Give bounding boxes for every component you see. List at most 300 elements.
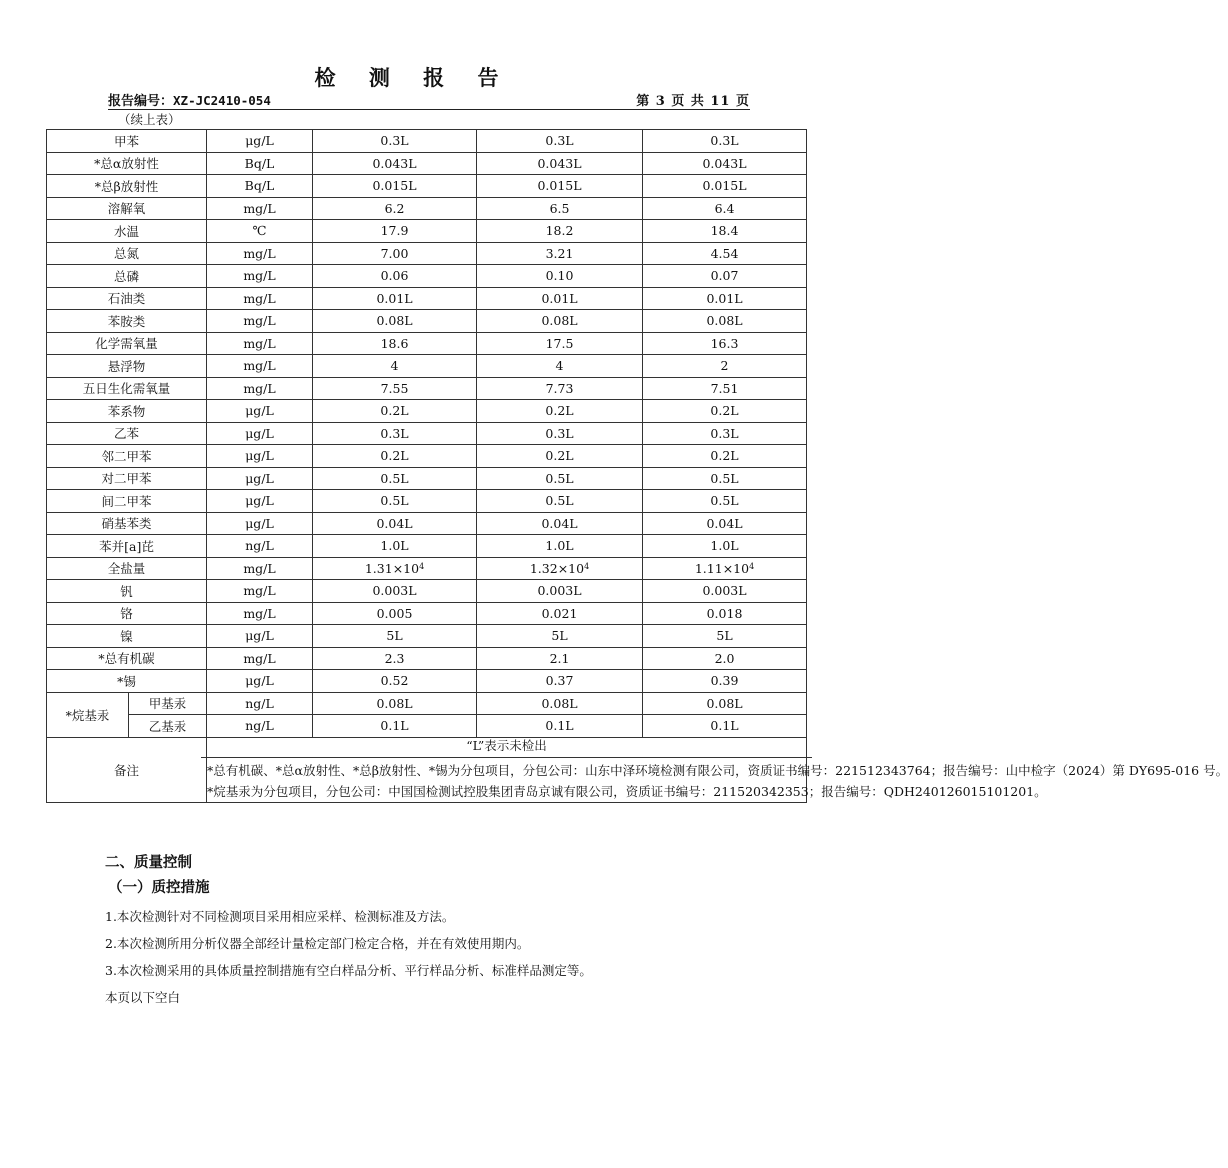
- value-cell-text: 0.04L: [706, 515, 743, 531]
- results-table-body: [47, 130, 1228, 803]
- value-cell-text: 5L: [716, 628, 733, 644]
- value-cell-text: 0.01L: [541, 290, 578, 306]
- value-cell: [643, 242, 807, 265]
- value-cell-text: 0.021: [541, 605, 578, 621]
- item-name-cell-text: 五日生化需氧量: [82, 381, 171, 397]
- value-cell: [643, 625, 807, 648]
- value-cell-text: 0.06: [380, 268, 409, 284]
- value-cell: [477, 175, 643, 198]
- value-cell-text: 0.003L: [372, 583, 417, 599]
- table-row: [47, 332, 807, 355]
- value-cell: [643, 377, 807, 400]
- value-cell: [313, 625, 477, 648]
- item-name-cell: [47, 512, 207, 535]
- value-cell: [477, 400, 643, 423]
- unit-cell: [207, 220, 313, 243]
- value-cell: [643, 670, 807, 693]
- item-name-cell: [47, 602, 207, 625]
- value-cell: [477, 670, 643, 693]
- value-cell-text: 0.018: [706, 605, 743, 621]
- continued-label: （续上表）: [118, 112, 181, 127]
- value-cell: [477, 602, 643, 625]
- value-cell: [643, 197, 807, 220]
- value-cell-text: 1.32×10: [529, 560, 585, 576]
- item-name-cell-text: 全盐量: [107, 561, 146, 577]
- table-row: [47, 445, 807, 468]
- value-cell: [643, 512, 807, 535]
- value-cell: [313, 557, 477, 580]
- value-cell-text: 0.005: [376, 605, 413, 621]
- value-cell-text: 0.2L: [710, 448, 739, 464]
- value-cell-text: 0.3L: [380, 425, 409, 441]
- value-cell-text: 1.31×10: [364, 560, 420, 576]
- unit-cell-text: mg/L: [243, 650, 276, 666]
- item-name-cell: [47, 625, 207, 648]
- value-cell-text: 0.3L: [710, 425, 739, 441]
- unit-cell-text: mg/L: [243, 290, 276, 306]
- value-cell: [313, 602, 477, 625]
- item-name-cell: [47, 287, 207, 310]
- value-cell: [313, 242, 477, 265]
- value-cell: [313, 220, 477, 243]
- value-cell: [643, 647, 807, 670]
- value-cell: [477, 535, 643, 558]
- value-cell-text: 0.5L: [545, 470, 574, 486]
- unit-cell: [207, 557, 313, 580]
- value-cell-text: 0.5L: [710, 493, 739, 509]
- item-name-cell: [47, 490, 207, 513]
- value-cell-text: 0.5L: [380, 493, 409, 509]
- value-cell-text: 18.6: [380, 335, 409, 351]
- value-cell-text: 0.043L: [537, 155, 582, 171]
- value-cell: [477, 625, 643, 648]
- value-cell-text: 7.55: [380, 380, 409, 396]
- value-cell-text: 1.0L: [545, 538, 574, 554]
- value-cell-text: 0.3L: [545, 133, 574, 149]
- unit-cell: [207, 400, 313, 423]
- table-row: [47, 670, 807, 693]
- item-name-cell-text: 间二甲苯: [101, 493, 152, 509]
- item-name-cell-text: 铬: [120, 606, 133, 622]
- value-cell-text: 17.9: [380, 223, 409, 239]
- table-row: [47, 355, 807, 378]
- unit-cell: [207, 512, 313, 535]
- value-cell: [643, 400, 807, 423]
- value-cell-text: 0.08L: [541, 313, 578, 329]
- value-cell-text: 2: [720, 358, 729, 374]
- value-cell: [643, 332, 807, 355]
- value-cell-text: 0.3L: [545, 425, 574, 441]
- table-row: [47, 602, 807, 625]
- value-cell-text: 0.01L: [376, 290, 413, 306]
- value-cell-text: 1.0L: [380, 538, 409, 554]
- value-cell: [643, 152, 807, 175]
- item-name-cell-text: *锡: [117, 673, 136, 689]
- unit-cell: [207, 445, 313, 468]
- item-name-cell: [47, 152, 207, 175]
- sub-item-name-cell: 甲基汞: [129, 692, 207, 715]
- value-cell: [477, 467, 643, 490]
- value-cell: [643, 310, 807, 333]
- item-name-cell: [47, 197, 207, 220]
- subsection-title-measures: （一）质控措施: [108, 880, 210, 896]
- value-cell-text: 0.01L: [706, 290, 743, 306]
- value-cell-text: 0.2L: [380, 448, 409, 464]
- table-row: [47, 220, 807, 243]
- item-name-cell-text: 苯并[a]芘: [99, 538, 154, 554]
- unit-cell: [207, 647, 313, 670]
- value-cell: [477, 310, 643, 333]
- table-row: [47, 265, 807, 288]
- item-name-cell-text: 悬浮物: [107, 358, 146, 374]
- item-name-cell-text: *总β放射性: [94, 178, 159, 194]
- unit-cell: [207, 265, 313, 288]
- value-cell: [477, 242, 643, 265]
- item-name-cell: [47, 400, 207, 423]
- value-cell-text: 18.2: [545, 223, 574, 239]
- table-row: [47, 242, 807, 265]
- item-name-cell-text: *总有机碳: [98, 651, 155, 667]
- table-row: [47, 400, 807, 423]
- value-cell: [477, 130, 643, 153]
- item-name-cell: [47, 467, 207, 490]
- unit-cell: [207, 152, 313, 175]
- value-cell: 0.1L: [477, 715, 643, 738]
- value-cell-text: 0.5L: [545, 493, 574, 509]
- item-name-cell-text: 钒: [120, 583, 133, 599]
- value-cell-text: 2.3: [384, 650, 405, 666]
- value-cell: [477, 647, 643, 670]
- value-cell: [313, 175, 477, 198]
- value-cell: [643, 130, 807, 153]
- unit-cell-text: Bq/L: [244, 178, 275, 194]
- value-cell: [477, 557, 643, 580]
- table-row: [47, 152, 807, 175]
- quality-item-3: 3.本次检测采用的具体质量控制措施有空白样品分析、平行样品分析、标准样品测定等。: [105, 963, 592, 978]
- value-cell: [643, 602, 807, 625]
- item-name-cell: [47, 332, 207, 355]
- remarks-row: [47, 737, 807, 802]
- value-cell: [643, 355, 807, 378]
- item-name-cell-text: 水温: [114, 223, 140, 239]
- unit-cell: [207, 377, 313, 400]
- value-cell-text: 0.04L: [376, 515, 413, 531]
- value-cell-text: 0.08L: [706, 313, 743, 329]
- unit-cell-text: ng/L: [245, 538, 274, 554]
- value-cell: [313, 400, 477, 423]
- value-cell-text: 0.3L: [710, 133, 739, 149]
- report-number: [108, 90, 271, 109]
- value-cell-text: 17.5: [545, 335, 574, 351]
- item-name-cell-text: 总磷: [114, 268, 140, 284]
- quality-item-2: 2.本次检测所用分析仪器全部经计量检定部门检定合格，并在有效使用期内。: [105, 936, 530, 951]
- unit-cell: [207, 580, 313, 603]
- value-cell: [477, 512, 643, 535]
- table-row: [47, 557, 807, 580]
- unit-cell-text: mg/L: [243, 605, 276, 621]
- unit-cell: [207, 310, 313, 333]
- unit-cell-text: μg/L: [245, 448, 274, 464]
- remarks-line-1: *总有机碳、*总α放射性、*总β放射性、*锡为分包项目，分包公司：山东中泽环境检测有限公司，资质证书编号：221512343764；报告编号：山中检字（2024）第 DY695-016 号。: [207, 762, 1228, 778]
- exponent: 4: [584, 561, 590, 571]
- value-cell: [313, 265, 477, 288]
- value-cell-text: 2.1: [549, 650, 570, 666]
- value-cell-text: 0.10: [545, 268, 574, 284]
- table-row: [47, 512, 807, 535]
- table-row: [47, 310, 807, 333]
- unit-cell: [207, 422, 313, 445]
- unit-cell-text: μg/L: [245, 403, 274, 419]
- unit-cell: ng/L: [207, 692, 313, 715]
- unit-cell-text: μg/L: [245, 673, 274, 689]
- unit-cell: [207, 467, 313, 490]
- value-cell-text: 4: [555, 358, 564, 374]
- table-row: [47, 377, 807, 400]
- item-name-cell: [47, 377, 207, 400]
- table-row: [47, 422, 807, 445]
- unit-cell: [207, 130, 313, 153]
- value-cell-text: 0.3L: [380, 133, 409, 149]
- value-cell-text: 5L: [386, 628, 403, 644]
- value-cell-text: 0.2L: [710, 403, 739, 419]
- unit-cell-text: mg/L: [243, 268, 276, 284]
- value-cell-text: 0.04L: [541, 515, 578, 531]
- value-cell: [643, 535, 807, 558]
- value-cell: [477, 355, 643, 378]
- value-cell: [313, 197, 477, 220]
- value-cell: [643, 467, 807, 490]
- unit-cell: [207, 602, 313, 625]
- value-cell: [643, 287, 807, 310]
- item-name-cell: [47, 445, 207, 468]
- value-cell: [477, 422, 643, 445]
- value-cell: [643, 265, 807, 288]
- report-title: 检 测 报 告: [314, 66, 512, 90]
- item-name-cell: [47, 310, 207, 333]
- value-cell: [313, 490, 477, 513]
- value-cell: [313, 535, 477, 558]
- unit-cell-text: mg/L: [243, 358, 276, 374]
- value-cell: [477, 490, 643, 513]
- item-name-cell-text: 邻二甲苯: [101, 448, 152, 464]
- remarks-line-2: *烷基汞为分包项目，分包公司：中国国检测试控股集团青岛京诚有限公司，资质证书编号：211520342353；报告编号：QDH240126015101201。: [207, 783, 1047, 799]
- value-cell-text: 0.37: [545, 673, 574, 689]
- remarks-content: [207, 737, 1228, 802]
- value-cell: [313, 152, 477, 175]
- value-cell-text: 0.5L: [380, 470, 409, 486]
- item-name-cell: [47, 265, 207, 288]
- value-cell: [313, 130, 477, 153]
- value-cell-text: 0.52: [380, 673, 409, 689]
- item-name-cell-text: 镍: [120, 628, 133, 644]
- item-name-cell: [47, 670, 207, 693]
- table-row: [47, 197, 807, 220]
- unit-cell: [207, 287, 313, 310]
- quality-item-1: 1.本次检测针对不同检测项目采用相应采样、检测标准及方法。: [105, 909, 455, 924]
- value-cell: [313, 467, 477, 490]
- value-cell: [477, 445, 643, 468]
- value-cell: [313, 647, 477, 670]
- value-cell-text: 0.043L: [372, 155, 417, 171]
- remarks-label: 备注: [47, 737, 207, 802]
- value-cell: [313, 512, 477, 535]
- sub-item-name-cell: 乙基汞: [129, 715, 207, 738]
- unit-cell-text: μg/L: [245, 470, 274, 486]
- unit-cell: [207, 670, 313, 693]
- unit-cell-text: μg/L: [245, 425, 274, 441]
- value-cell-text: 0.39: [710, 673, 739, 689]
- value-cell: [477, 197, 643, 220]
- value-cell: 0.1L: [313, 715, 477, 738]
- value-cell: [313, 332, 477, 355]
- value-cell-text: 0.015L: [702, 178, 747, 194]
- value-cell-text: 3.21: [545, 245, 574, 261]
- value-cell: [477, 265, 643, 288]
- section-title-quality-control: 二、质量控制: [105, 855, 192, 871]
- item-name-cell: [47, 220, 207, 243]
- report-number-value: XZ-JC2410-054: [173, 93, 271, 108]
- unit-cell-text: μg/L: [245, 493, 274, 509]
- value-cell-text: 0.07: [710, 268, 739, 284]
- value-cell: [477, 377, 643, 400]
- unit-cell-text: Bq/L: [244, 155, 275, 171]
- table-row: [47, 692, 807, 715]
- item-name-cell-text: 硝基苯类: [101, 516, 152, 532]
- exponent: 4: [749, 561, 755, 571]
- exponent: 4: [419, 561, 425, 571]
- item-name-cell-text: 苯系物: [107, 403, 146, 419]
- value-cell-text: 0.2L: [545, 448, 574, 464]
- unit-cell-text: mg/L: [243, 583, 276, 599]
- item-name-cell-text: 甲苯: [114, 133, 140, 149]
- table-row: [47, 647, 807, 670]
- value-cell: [477, 332, 643, 355]
- unit-cell-text: μg/L: [245, 628, 274, 644]
- value-cell-text: 0.5L: [710, 470, 739, 486]
- table-row: [47, 467, 807, 490]
- table-row: [47, 580, 807, 603]
- value-cell: [477, 220, 643, 243]
- value-cell-text: 4: [390, 358, 399, 374]
- value-cell: [477, 152, 643, 175]
- table-row: [47, 175, 807, 198]
- item-name-cell-text: 对二甲苯: [101, 471, 152, 487]
- value-cell: [313, 445, 477, 468]
- unit-cell: [207, 332, 313, 355]
- page-indicator: 第 3 页 共 11 页: [636, 94, 750, 109]
- value-cell: [313, 670, 477, 693]
- unit-cell: [207, 175, 313, 198]
- item-name-cell: [47, 175, 207, 198]
- value-cell: [643, 175, 807, 198]
- value-cell: [313, 287, 477, 310]
- unit-cell-text: mg/L: [243, 313, 276, 329]
- item-name-cell-text: 总氮: [114, 246, 140, 262]
- value-cell: [313, 355, 477, 378]
- value-cell-text: 5L: [551, 628, 568, 644]
- item-name-cell-text: 化学需氧量: [95, 336, 158, 352]
- page-end-note: 本页以下空白: [105, 990, 181, 1005]
- value-cell-text: 6.5: [549, 200, 570, 216]
- value-cell-text: 0.08L: [376, 313, 413, 329]
- value-cell: [643, 220, 807, 243]
- item-name-cell-text: 乙苯: [114, 426, 140, 442]
- item-name-cell-text: 溶解氧: [107, 201, 146, 217]
- report-number-label: 报告编号：: [108, 94, 174, 109]
- unit-cell-text: mg/L: [243, 200, 276, 216]
- value-cell: [643, 422, 807, 445]
- table-row: [47, 130, 807, 153]
- value-cell-text: 0.015L: [372, 178, 417, 194]
- item-name-cell-text: 苯胺类: [107, 313, 146, 329]
- value-cell-text: 0.003L: [702, 583, 747, 599]
- results-table: [46, 129, 1228, 803]
- value-cell-text: 0.2L: [545, 403, 574, 419]
- unit-cell-text: mg/L: [243, 380, 276, 396]
- table-row: [47, 287, 807, 310]
- item-name-cell-text: *总α放射性: [94, 156, 159, 172]
- value-cell-text: 16.3: [710, 335, 739, 351]
- value-cell-text: 0.015L: [537, 178, 582, 194]
- value-cell: [643, 557, 807, 580]
- unit-cell: [207, 490, 313, 513]
- remarks-legend: “L”表示未检出: [201, 734, 812, 758]
- value-cell-text: 6.4: [714, 200, 735, 216]
- item-name-cell: [47, 557, 207, 580]
- item-name-cell: [47, 242, 207, 265]
- unit-cell-text: mg/L: [243, 335, 276, 351]
- unit-cell-text: μg/L: [245, 515, 274, 531]
- unit-cell: ng/L: [207, 715, 313, 738]
- table-row: [47, 535, 807, 558]
- value-cell-text: 2.0: [714, 650, 735, 666]
- unit-cell-text: μg/L: [245, 133, 274, 149]
- item-name-cell: [47, 580, 207, 603]
- unit-cell-text: mg/L: [243, 560, 276, 576]
- value-cell: [643, 490, 807, 513]
- value-cell: [313, 422, 477, 445]
- value-cell: 0.08L: [643, 692, 807, 715]
- value-cell: 0.08L: [477, 692, 643, 715]
- value-cell: [643, 445, 807, 468]
- value-cell-text: 0.003L: [537, 583, 582, 599]
- value-cell: [477, 287, 643, 310]
- value-cell: [643, 580, 807, 603]
- value-cell-text: 1.11×10: [694, 560, 750, 576]
- item-name-cell: [47, 422, 207, 445]
- value-cell-text: 6.2: [384, 200, 405, 216]
- unit-cell: [207, 242, 313, 265]
- unit-cell: [207, 197, 313, 220]
- unit-cell-text: ℃: [252, 223, 267, 239]
- item-name-cell: [47, 647, 207, 670]
- value-cell-text: 7.73: [545, 380, 574, 396]
- table-row: [47, 625, 807, 648]
- table-row: [47, 490, 807, 513]
- value-cell-text: 4.54: [710, 245, 739, 261]
- unit-cell: [207, 535, 313, 558]
- unit-cell: [207, 625, 313, 648]
- value-cell: [477, 580, 643, 603]
- value-cell: [313, 310, 477, 333]
- value-cell-text: 18.4: [710, 223, 739, 239]
- value-cell: 0.08L: [313, 692, 477, 715]
- value-cell-text: 7.51: [710, 380, 739, 396]
- item-name-cell: [47, 535, 207, 558]
- item-name-cell: [47, 130, 207, 153]
- item-name-cell: [47, 355, 207, 378]
- report-meta-row: [108, 89, 750, 110]
